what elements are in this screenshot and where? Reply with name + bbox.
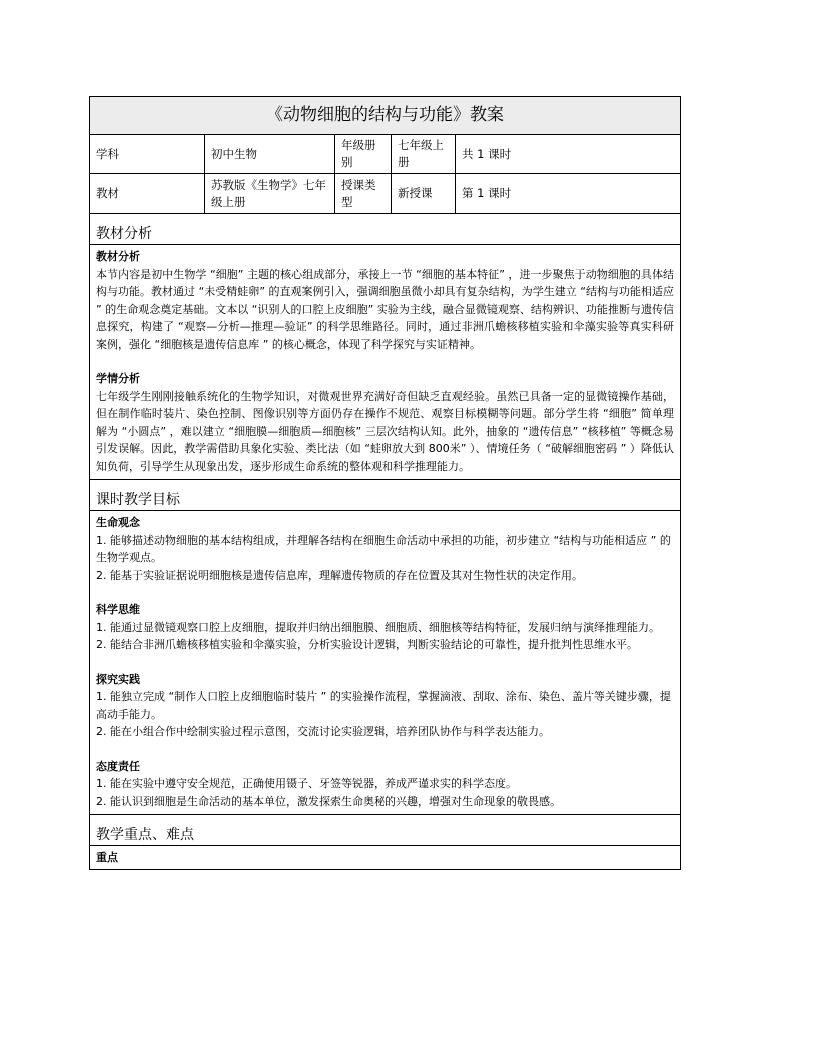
grade-label: 年级册别	[335, 135, 392, 174]
lesson-type-value: 新授课	[392, 174, 456, 214]
objective-item: 2. 能基于实验证据说明细胞核是遗传信息库，理解遗传物质的存在位置及其对生物性状的决定作用。	[96, 568, 583, 582]
subject-label: 学科	[90, 135, 205, 174]
grade-value: 七年级上册	[392, 135, 456, 174]
objective-item: 1. 能够描述动物细胞的基本结构组成，并理解各结构在细胞生命活动中承担的功能，初步建立 “结构与功能相适应 ” 的生物学观点。	[96, 533, 671, 564]
objective-item: 2. 能在小组合作中绘制实验过程示意图，交流讨论实验逻辑，培养团队协作与科学表达能力。	[96, 725, 550, 738]
objective-group-title: 探究实践	[96, 672, 140, 686]
objective-item: 1. 能在实验中遵守安全规范，正确使用镊子、牙签等锐器，养成严谨求实的科学态度。	[96, 777, 517, 790]
student-analysis-subtitle: 学情分析	[96, 372, 140, 385]
document-title: 《动物细胞的结构与功能》教案	[90, 97, 681, 135]
textbook-value: 苏教版《生物学》七年级上册	[205, 174, 335, 214]
material-analysis-section	[90, 214, 681, 480]
material-analysis-subtitle: 教材分析	[96, 250, 140, 263]
key-points-heading: 教学重点、难点	[90, 815, 680, 846]
lesson-plan-table	[89, 96, 681, 870]
objective-item: 2. 能结合非洲爪蟾核移植实验和伞藻实验，分析实验设计逻辑，判断实验结论的可靠性，提升批判性思维水平。	[96, 638, 638, 651]
objective-group-title: 生命观念	[96, 516, 140, 529]
objective-item: 1. 能通过显微镜观察口腔上皮细胞，提取并归纳出细胞膜、细胞质、细胞核等结构特征，发展归纳与演绎推理能力。	[96, 620, 660, 634]
material-analysis-text: 本节内容是初中生物学 “细胞” 主题的核心组成部分，承接上一节 “细胞的基本特征” ，进一步聚焦于动物细胞的具体结构与功能。教材通过 “未受精蛙卵” 的直观案例引入，强调细胞虽微小却具有复杂结构，为学生建立 “结构与功能相适应 ” 的生命观念奠定基础。文本以 “识别人的口腔上皮细胞” 实验为主线，融合显微镜观察、结构辨识、功能推断与遗传信息探究，构建了 “观察—分析—推理—验证” 的科学思维路径。同时，通过非洲爪蟾核移植实验和伞藻实验等真实科研案例，强化 “细胞核是遗传信息库 ” 的核心概念，体现了科学探究与实证精神。	[96, 267, 675, 351]
textbook-label: 教材	[90, 174, 205, 214]
objective-item: 1. 能独立完成 “制作人口腔上皮细胞临时装片 ” 的实验操作流程，掌握滴液、刮取、涂布、染色、盖片等关键步骤，提高动手能力。	[96, 690, 671, 721]
objective-group-title: 科学思维	[96, 603, 140, 616]
objectives-section	[90, 480, 681, 815]
objective-item: 2. 能认识到细胞是生命活动的基本单位，激发探索生命奥秘的兴趣，增强对生命现象的敬畏感。	[96, 794, 561, 808]
info-row-2	[90, 174, 681, 214]
subject-value: 初中生物	[205, 135, 335, 174]
total-periods: 共 1 课时	[456, 135, 681, 174]
lesson-plan-document	[89, 96, 680, 870]
student-analysis-text: 七年级学生刚刚接触系统化的生物学知识，对微观世界充满好奇但缺乏直观经验。虽然已具备一定的显微镜操作基础，但在制作临时装片、染色控制、图像识别等方面仍存在操作不规范、观察目标模糊等问题。部分学生将 “细胞” 简单理解为 “小圆点” ，难以建立 “细胞膜—细胞质—细胞核” 三层次结构认知。此外，抽象的 “遗传信息” “核移植” 等概念易引发误解。因此，教学需借助具象化实验、类比法（如 “蛙卵放大到 800米” ）、情境任务（ “破解细胞密码 ” ）降低认知负荷，引导学生从现象出发，逐步形成生命系统的整体观和科学推理能力。	[96, 389, 675, 473]
lesson-type-label: 授课类型	[335, 174, 392, 214]
objectives-heading: 课时教学目标	[90, 480, 680, 511]
key-points-subtitle: 重点	[96, 851, 118, 864]
material-analysis-heading: 教材分析	[90, 214, 680, 245]
current-period: 第 1 课时	[456, 174, 681, 214]
key-points-section	[90, 815, 681, 870]
info-row-1	[90, 135, 681, 174]
objective-group-title: 态度责任	[96, 759, 140, 773]
